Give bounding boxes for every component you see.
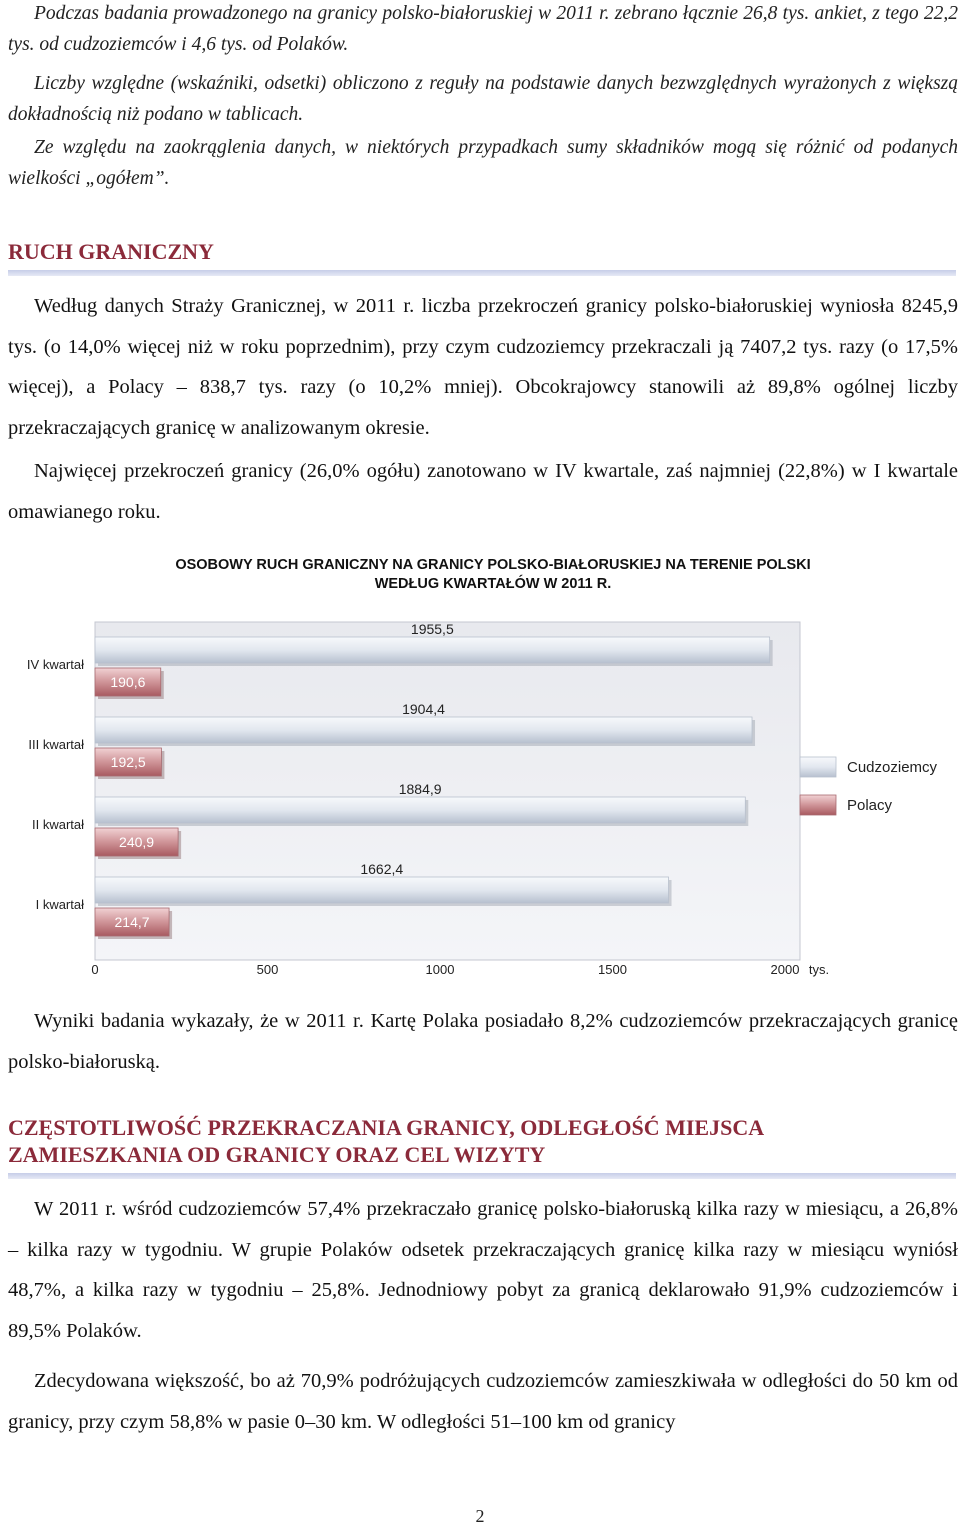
data-label-polacy: 214,7 bbox=[114, 914, 150, 930]
section-heading-frequency-line-2: ZAMIESZKANIA OD GRANICY ORAZ CEL WIZYTY bbox=[8, 1142, 546, 1167]
legend-label-cudzoziemcy: Cudzoziemcy bbox=[847, 759, 938, 776]
quarterly-border-traffic-chart bbox=[0, 612, 960, 984]
paragraph-distance: Zdecydowana większość, bo aż 70,9% podróżujących cudzoziemców zamieszkiwała w odległości do 50 km od granicy, przy czym 58,8% w pasie 0–30 km. W odległości 51–100 km od granicy bbox=[8, 1370, 958, 1433]
paragraph-frequency: W 2011 r. wśród cudzoziemców 57,4% przekraczało granicę polsko-białoruską kilka razy w miesiącu, a 26,8% – kilka razy w tygodniu. W grupie Polaków odsetek przekraczających granicę kilka razy w miesiącu wyniósł 48,7%, a kilka razy w tygodniu – 25,8%. Jednodniowy pobyt za granicą deklarowało 91,9% cudzoziemców i 89,5% Polaków. bbox=[8, 1198, 958, 1342]
bar-cudzoziemcy bbox=[95, 717, 752, 743]
bar-cudzoziemcy bbox=[95, 877, 669, 903]
x-tick-label: 1000 bbox=[425, 962, 455, 977]
paragraph-border-guard-data: Według danych Straży Granicznej, w 2011 r. liczba przekroczeń granicy polsko-białoruskiej wyniosła 8245,9 tys. (o 14,0% więcej niż w roku poprzednim), przy czym cudzoziemcy przekraczali ją 7407,2 tys. razy (o 17,5% więcej), a Polacy – 838,7 tys. razy (o 10,2% mniej). Obcokrajowcy stanowili aż 89,8% ogólnej liczby przekraczających granicę w analizowanym okresie. bbox=[8, 295, 958, 439]
bar-cudzoziemcy bbox=[95, 797, 745, 823]
section-heading-border-traffic: RUCH GRANICZNY bbox=[8, 239, 214, 264]
bar-cudzoziemcy bbox=[95, 637, 770, 663]
data-label-cudzoziemcy: 1904,4 bbox=[402, 701, 445, 717]
x-axis-unit: tys. bbox=[808, 962, 830, 977]
heading-underline-2 bbox=[8, 1173, 956, 1179]
page-number: 2 bbox=[475, 1506, 485, 1526]
chart-title-line-1: OSOBOWY RUCH GRANICZNY NA GRANICY POLSKO-BIAŁORUSKIEJ NA TERENIE POLSKI bbox=[175, 557, 811, 573]
data-label-polacy: 190,6 bbox=[110, 674, 146, 690]
x-tick-label: 0 bbox=[91, 962, 99, 977]
intro-note-relative-numbers: Liczby względne (wskaźniki, odsetki) obliczono z reguły na podstawie danych bezwzględnych wyrażonych z większą dokładnością niż podano w tablicach. bbox=[8, 73, 958, 125]
chart-title-line-2: WEDŁUG KWARTAŁÓW W 2011 R. bbox=[374, 576, 612, 592]
heading-underline bbox=[8, 270, 956, 276]
section-heading-frequency bbox=[8, 1114, 956, 1168]
chart-plot-area bbox=[95, 622, 800, 960]
data-label-polacy: 240,9 bbox=[119, 834, 155, 850]
paragraph-polish-card: Wyniki badania wykazały, że w 2011 r. Kartę Polaka posiadało 8,2% cudzoziemców przekraczających granicę polsko-białoruską. bbox=[8, 1010, 958, 1073]
legend-swatch-polacy bbox=[800, 795, 836, 815]
category-label: II kwartał bbox=[31, 817, 84, 832]
intro-note-rounding: Ze względu na zaokrąglenia danych, w niektórych przypadkach sumy składników mogą się różnić od podanych wielkości „ogółem”. bbox=[8, 137, 958, 189]
category-label: IV kwartał bbox=[26, 657, 84, 672]
paragraph-quarter-summary: Najwięcej przekroczeń granicy (26,0% ogółu) zanotowano w IV kwartale, zaś najmniej (22,8%) w I kwartale omawianego roku. bbox=[8, 460, 958, 523]
data-label-polacy: 192,5 bbox=[110, 754, 146, 770]
data-label-cudzoziemcy: 1955,5 bbox=[410, 621, 454, 637]
x-tick-label: 1500 bbox=[598, 962, 627, 977]
x-tick-label: 500 bbox=[256, 962, 279, 977]
legend-label-polacy: Polacy bbox=[847, 797, 893, 814]
category-label: III kwartał bbox=[28, 737, 84, 752]
x-tick-label: 2000 bbox=[770, 962, 800, 977]
intro-note-survey: Podczas badania prowadzonego na granicy polsko-białoruskiej w 2011 r. zebrano łącznie 26,8 tys. ankiet, z tego 22,2 tys. od cudzoziemców i 4,6 tys. od Polaków. bbox=[8, 3, 958, 55]
legend-swatch-cudzoziemcy bbox=[800, 757, 836, 777]
data-label-cudzoziemcy: 1662,4 bbox=[360, 861, 404, 877]
chart-title bbox=[60, 556, 926, 594]
section-heading-frequency-line-1: CZĘSTOTLIWOŚĆ PRZEKRACZANIA GRANICY, ODLEGŁOŚĆ MIEJSCA bbox=[8, 1115, 765, 1140]
category-label: I kwartał bbox=[35, 897, 84, 912]
data-label-cudzoziemcy: 1884,9 bbox=[398, 781, 442, 797]
